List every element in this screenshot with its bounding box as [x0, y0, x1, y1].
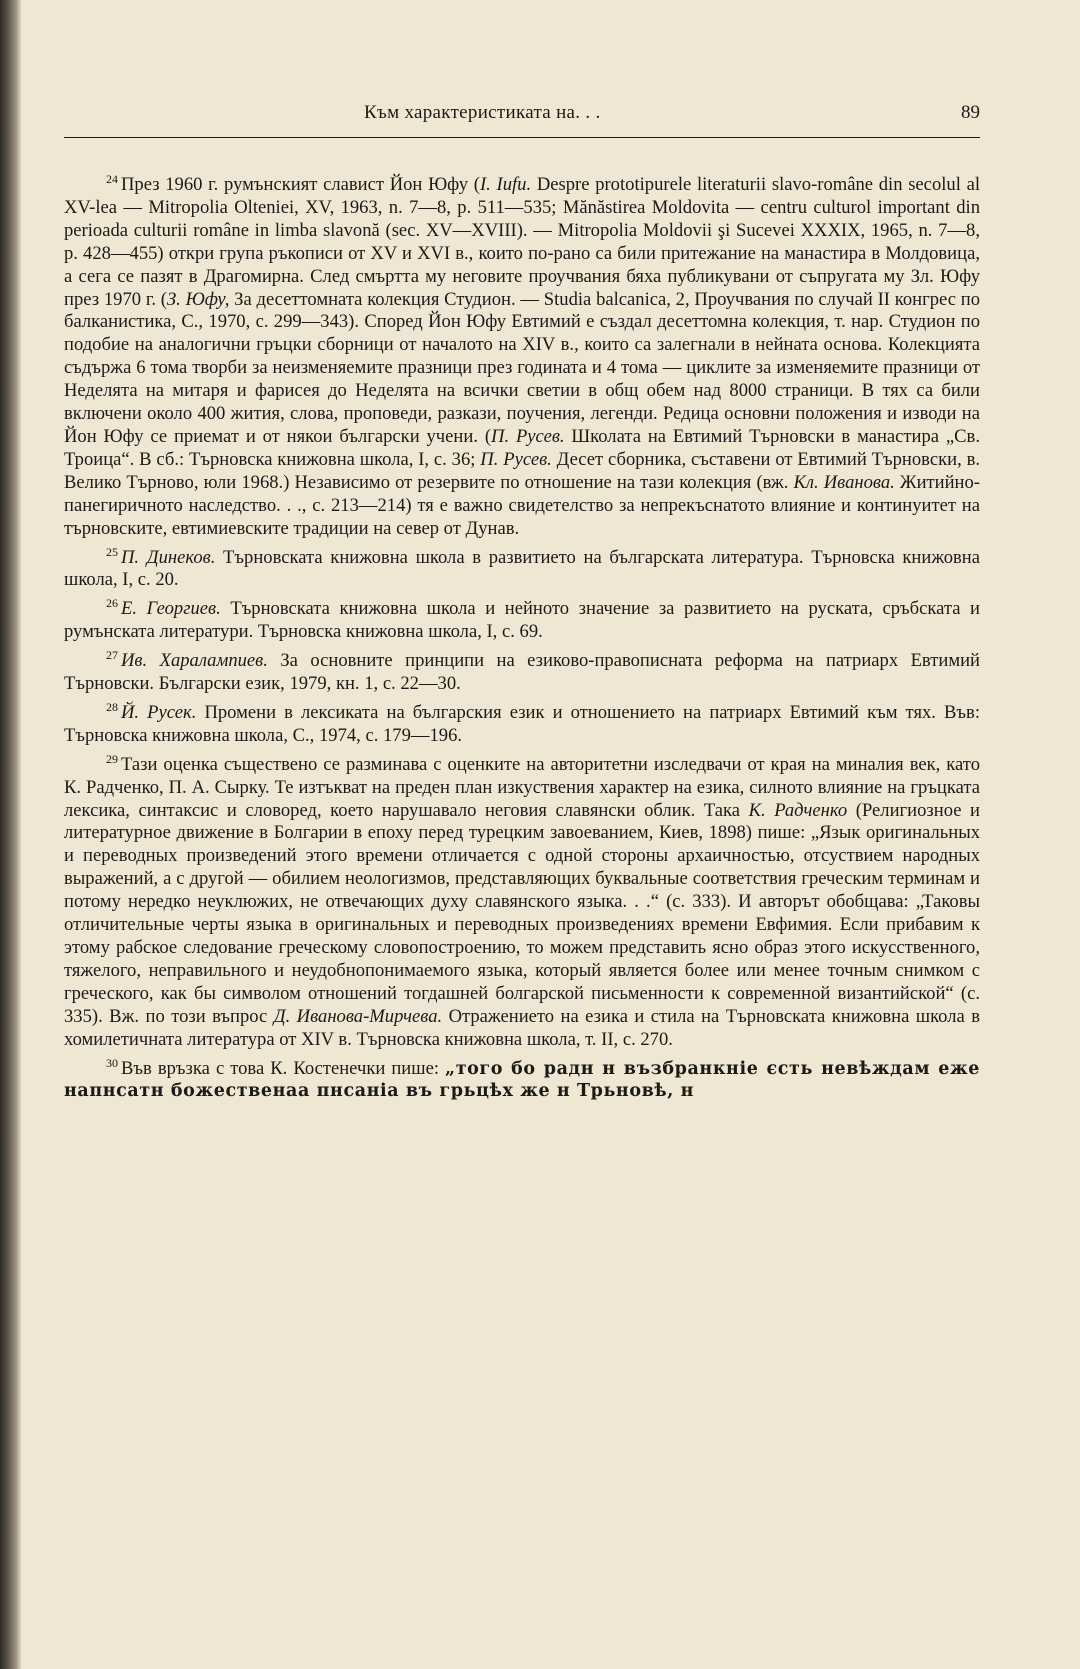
- page-number: 89: [961, 102, 980, 123]
- author-citation: П. Динеков.: [121, 546, 216, 568]
- footnote-text: (Религиозное и литературное движение в Болгарии в епоху перед турецким завоеванием, Киев, 1898) пише: „Язык оригинальных и переводных произведений этого времени отличается с одной стороны архаичностью, отсуствием народных выражений, а с другой — обилием неологизмов, представляющих буквальные соответствия греческим терминам и потому нередко неуклюжих, не отвечающих духу славянского языка. . .“ (с. 333). И авторът обобщава: „Таковы отличительные черты языка в оригинальных и переводных произведениях времени Евфимия. Если прибавим к этому рабское следование греческому словопостроению, то можем представить ясно образ этого искусственного, тяжелого, неправильного и неудобнопонимаемого языка, который является более или менее точным снимком с греческого, как бы символом отношений тогдашней болгарской письменности к современной византийской“ (с. 335). Вж. по този въпрос: [64, 799, 980, 1027]
- author-citation: I. Iufu.: [479, 174, 532, 195]
- footnote-text: Тази оценка съществено се разминава с оценките на авторитетни изследвачи от края на миналия век, като К. Радченко, П. А. Сырку. Те изтъкват на преден план изкуствения характер на езика, силното влияние на гръцката лексика, синтаксис и словоред, което нарушавало неговия славянски облик. Така: [64, 753, 980, 821]
- author-citation: З. Юфу,: [166, 288, 230, 310]
- footnote-29: [64, 748, 980, 1052]
- footnote-text: През 1960 г. румънският славист Йон Юфу (: [121, 174, 480, 195]
- footnote-text: Despre prototipurele literaturii slavo-române din secolul al XV-lea — Mitropolia Olteniei, XV, 1963, n. 7—8, p. 511—535; Mănăstirea Moldovita — centru culturol important din perioada culturii române in limba slavonă (sec. XV—XVIII). — Mitropolia Moldovii şi Sucevei XXXIX, 1965, n. 7—8, p. 428—455) откри група ръкописи от XV и XVI в., които по-рано са били притежание на манастира в Молдовица, а сега се пазят в Драгомирна. След смъртта му неговите проучвания бяха публикувани от съпругата му Зл. Юфу през 1970 г. (: [64, 174, 980, 310]
- author-citation: Й. Русек.: [121, 701, 197, 723]
- book-page: [64, 0, 980, 1669]
- footnote-text: Търновската книжовна школа и нейното значение за развитието на руската, сръбската и румънската литератури. Търновска книжовна школа, I, с. 69.: [64, 598, 980, 643]
- footnote-number: 25: [106, 544, 118, 559]
- footnote-25: [64, 541, 980, 593]
- footnote-24: [64, 168, 980, 541]
- footnote-28: [64, 696, 980, 748]
- footnote-text: Промени в лексиката на българския език и отношението на патриарх Евтимий към тях. Във: Търновска книжовна школа, С., 1974, с. 179—196.: [64, 701, 980, 746]
- footnote-number: 28: [106, 699, 118, 714]
- footnote-26: [64, 592, 980, 644]
- footnote-number: 29: [106, 751, 118, 766]
- footnote-27: [64, 644, 980, 696]
- author-citation: П. Русев.: [491, 425, 565, 447]
- author-citation: Д. Иванова-Мирчева.: [273, 1005, 443, 1027]
- footnote-text: Житийно-панегиричното наследство. . ., с. 213—214) тя е важно свидетелство за непрекъснатото влияние и континуитет на търновските, евтимиевските традиции на север от Дунав.: [64, 471, 980, 539]
- author-citation: Кл. Иванова.: [793, 471, 895, 493]
- footnote-number: 24: [106, 172, 118, 186]
- footnote-number: 26: [106, 596, 118, 611]
- footnote-text: Във връзка с това К. Костенечки пише:: [121, 1057, 446, 1079]
- footnote-text: Отражението на езика и стила на Търновската книжовна школа в хомилетичната литература от XIV в. Търновска книжовна школа, т. II, с. 270.: [64, 1005, 980, 1050]
- header-rule: [64, 137, 980, 138]
- church-slavonic-quote: „того бо радн н възбранкніе єсть невѣждам еже напнсатн божественаа пнсаніа въ грьцѣх же н Трьновѣ, н: [64, 1058, 980, 1102]
- book-binding-shadow: [0, 0, 22, 1669]
- author-citation: Ив. Харалампиев.: [121, 650, 268, 672]
- footnote-30: [64, 1052, 980, 1104]
- footnotes-section: [64, 168, 980, 1103]
- page-header: [64, 100, 980, 134]
- author-citation: Е. Георгиев.: [121, 598, 221, 620]
- footnote-text: Търновската книжовна школа в развитието на българската литература. Търновска книжовна школа, I, с. 20.: [64, 546, 980, 591]
- footnote-number: 27: [106, 648, 118, 663]
- author-citation: К. Радченко: [748, 799, 848, 821]
- footnote-text: За основните принципи на езиково-правописната реформа на патриарх Евтимий Търновски. Български език, 1979, кн. 1, с. 22—30.: [64, 650, 980, 695]
- footnote-text: Школата на Евтимий Търновски в манастира „Св. Троица“. В сб.: Търновска книжовна школа, I, с. 36;: [64, 425, 980, 470]
- footnote-text: За десеттомната колекция Студион. — Studia balcanica, 2, Проучвания по случай II конгрес по балканистика, С., 1970, с. 299—343). Според Йон Юфу Евтимий е създал десеттомна колекция, т. нар. Студион по подобие на аналогични гръцки сборници от началото на XIV в., които са залегнали в нейната основа. Колекцията съдържа 6 тома творби за неизменяемите празници през годината и 4 тома — циклите за изменяемите празници от Неделята на митаря и фарисея до Неделята на всички светии в общ обем над 8000 страници. В тях са били включени около 400 жития, слова, проповеди, разкази, поучения, легенди. Редица основни положения и изводи на Йон Юфу се приемат и от някои български учени. (: [64, 288, 980, 447]
- author-citation: П. Русев.: [480, 448, 552, 470]
- footnote-text: Десет сборника, съставени от Евтимий Търновски, в. Велико Търново, юли 1968.) Независимо от резервите по отношение на тази колекция (вж.: [64, 448, 980, 493]
- footnote-number: 30: [106, 1055, 118, 1070]
- running-head: Към характеристиката на. . .: [364, 102, 601, 123]
